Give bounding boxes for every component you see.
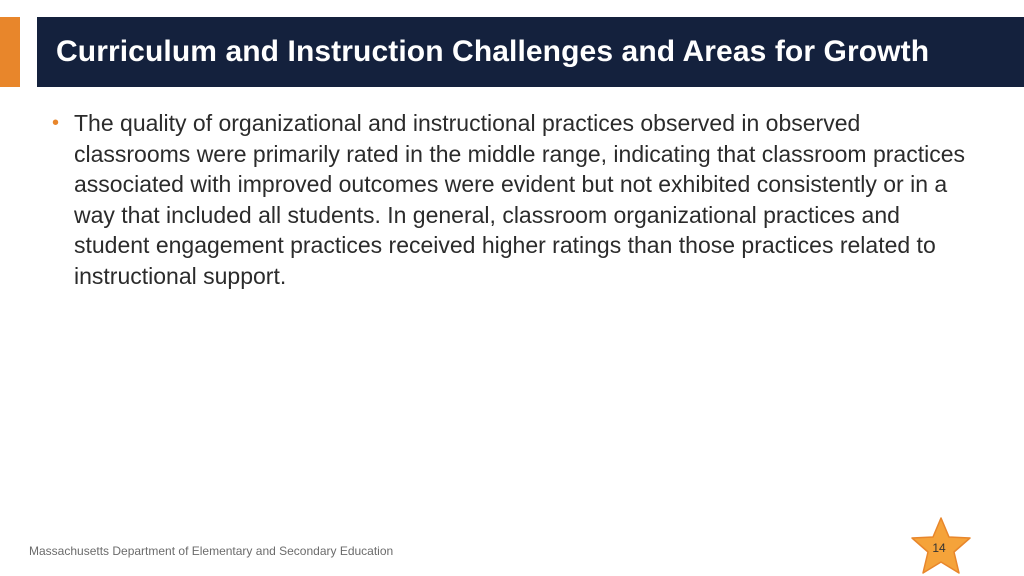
slide-title: Curriculum and Instruction Challenges and Areas for Growth	[56, 35, 930, 68]
bullet-text: The quality of organizational and instructional practices observed in observed classrooms were primarily rated in the middle range, indicating that classroom practices associated with improved outcomes were evident but not exhibited consistently or in a way that included all students. In general, classroom organizational practices and student engagement practices received higher ratings than those practices related to instructional support.	[74, 110, 965, 289]
footer-organization: Massachusetts Department of Elementary and Secondary Education	[29, 544, 394, 558]
bullet-dot-icon: •	[52, 112, 60, 134]
page-number: 14	[932, 541, 946, 555]
bullet-item	[52, 108, 972, 291]
title-bar	[37, 17, 1024, 87]
slide-content	[52, 108, 972, 291]
title-accent-bar	[0, 17, 20, 87]
